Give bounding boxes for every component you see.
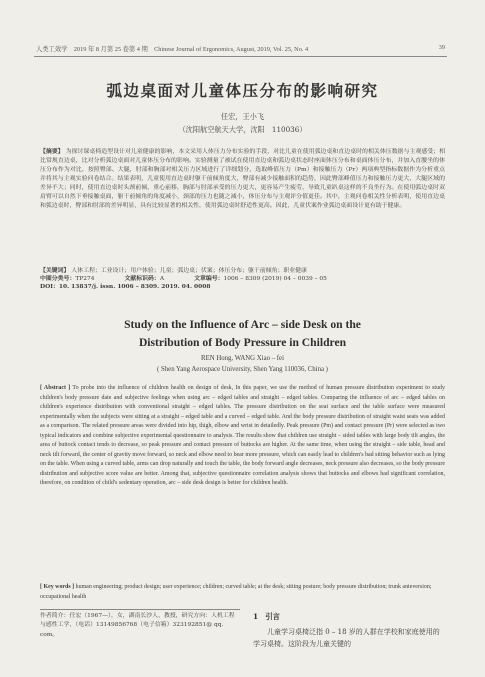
keywords-english-label: [ Key words ] — [40, 584, 75, 590]
abstract-chinese-label: 【摘要】 — [40, 148, 64, 155]
author-footnote: 作者简介：任宏（1967—），女，湖南长沙人，教授，研究方向：人机工程与感性工学，（电话）13149856768（电子信箱）323192851@ qq. com。 — [40, 613, 235, 638]
title-english-line-1: Study on the Influence of Arc – side Desk on the — [124, 318, 361, 331]
abstract-english-text: To probe into the influence of children health on design of desk, In this paper, we use the method of human pressure distribution experiment to study children's body pressure date and subjective feelings when using arc – edged tables and straight – edged tables. Comparing the influence of arc – edged tables on children's experience distribution with conventional straight – edged tables. The pressure distribution on the seat surface and the table surface were measured experimentally when the subjects were sitting at a straight – edged table and a curved – edged table. And the body pressure distribution of straight waist seats was added as a comparison. The related pressure areas were divided into hip, thigh, elbow and wrist in detailedly. Peak pressure (Pm) and contact pressure (Pr) were selected as two typical indicators and combine subjective experimental questionnaire to analysis. The results show that children use straight – sided tables with large body tilt angles, the area of buttock contact tends to decrease, so peak pressure and contact pressure of buttocks are higher. At the same time, when using the straight – side table, head and neck tilt forward, the center of gravity move forward, so neck and elbow need to bear more pressure, which can easily lead to children's bad sitting behavior such as lying on the table. When using a curved table, arms can drop naturally and touch the table, the body forward angle decreases, neck pressure also decreases, so the body pressure distribution and subjective score value are better. Among that, subjective questionnaire correlation analysis shows that buttocks and elbows had significant correlation, therefore, on condition of child's sedentary operation, arc – side desk design is better for children health. — [40, 385, 445, 486]
article-metadata-chinese — [40, 267, 445, 292]
introduction-paragraph: 儿童学习桌椅泛指 0 – 18 岁的人群在学校和家庭使用的学习桌椅。这阶段为儿童关键的 — [253, 628, 440, 648]
keywords-chinese-text: 人体工程；工业设计；用户体验；儿童；弧边桌；伏案；体压分布；躯干前倾角；职业健康 — [71, 268, 307, 274]
document-code: 文献标识码：A — [124, 275, 165, 283]
title-english — [0, 316, 485, 352]
abstract-chinese-text: 为探讨课桌椅造型设计对儿童健康的影响，本文采用人体压力分布实验的手段，对比儿童在使用弧边桌和直边桌时的相关体压数据与主观感受；相比常规直边桌，比对分析弧边桌面对儿童体压分布的影响。实验测量了被试在使用直边桌和弧边桌状态时座面体压分布和桌面体压分布，并加入直腰坐的体压分布作为对比，按照臀部、大腿，肘部和胸部对相关压力区域进行了详细划分，选取峰值压力（Pm）和接触压力（Pr）两项典型指标数据作为分析重点并将其与主观实验问卷结合。结果表明，儿童使用直边桌时躯干前倾角度大，臀部有减少接触面积的趋势，因此臀部峰值压力和接触压力更大，大腿区域的差异不大；同时，使用直边桌时头颈前倾，重心前移，胸部与肘部承受的压力更大，更容易产生疲劳，导致儿童趴桌这样的不良坐行为。在使用弧边桌时双肩臂可以自然下垂接触桌面，躯干前倾角的角度减小，颈部的压力也随之减小，体压分布与主观评分值更佳。其中，主观问卷相关性分析表明，使用直边桌和弧边桌时，臀部和肘部的差异明显，具有比较显著的相关性，使用弧边桌时舒适性更高。因此，儿童伏案作业弧边桌面设计更有助于健康。 — [40, 149, 446, 209]
affiliation-chinese: （沈阳航空航天大学，沈阳 110036） — [178, 125, 307, 134]
article-number: 文章编号：1006 – 8309 (2019) 04 – 0039 – 05 — [194, 275, 327, 283]
abstract-english — [40, 384, 445, 489]
footnote-rule — [40, 609, 240, 610]
running-head-journal: 人类工效学 2019 年 8 月第 25 卷第 4 期 Chinese Journal of Ergonomics, August, 2019, Vol. 25, No. 4 — [36, 46, 309, 53]
running-head — [36, 44, 445, 53]
authors-chinese: 任宏，王小飞 — [220, 112, 265, 121]
keywords-english-text: human engineering; product design; user experience; children; curved table; at the desk; sitting posture; body pressure distribution; trunk anteversion; occupational health — [40, 584, 432, 600]
title-english-line-2: Distribution of Body Pressure in Children — [138, 336, 347, 349]
keywords-chinese-label: 【关键词】 — [40, 267, 70, 274]
abstract-chinese — [40, 148, 445, 211]
abstract-english-label: [ Abstract ] — [40, 385, 71, 391]
title-chinese: 弧边桌面对儿童体压分布的影响研究 — [106, 82, 379, 100]
affiliation-english: ( Shen Yang Aerospace University, Shen Yang 110036, China ) — [157, 366, 328, 373]
classification-row — [40, 275, 445, 283]
keywords-chinese — [40, 267, 445, 275]
authors-english: REN Hong, WANG Xiao – fei — [201, 355, 284, 362]
header-rule — [34, 56, 447, 57]
section-heading-introduction: 1 引言 — [253, 612, 280, 621]
page-number: 39 — [438, 44, 445, 51]
clc-number: 中图分类号：TP274 — [40, 275, 95, 283]
keywords-english — [40, 583, 445, 602]
doi: DOI：10. 13837/j. issn. 1006 – 8309. 2019. 04. 0008 — [40, 283, 211, 291]
